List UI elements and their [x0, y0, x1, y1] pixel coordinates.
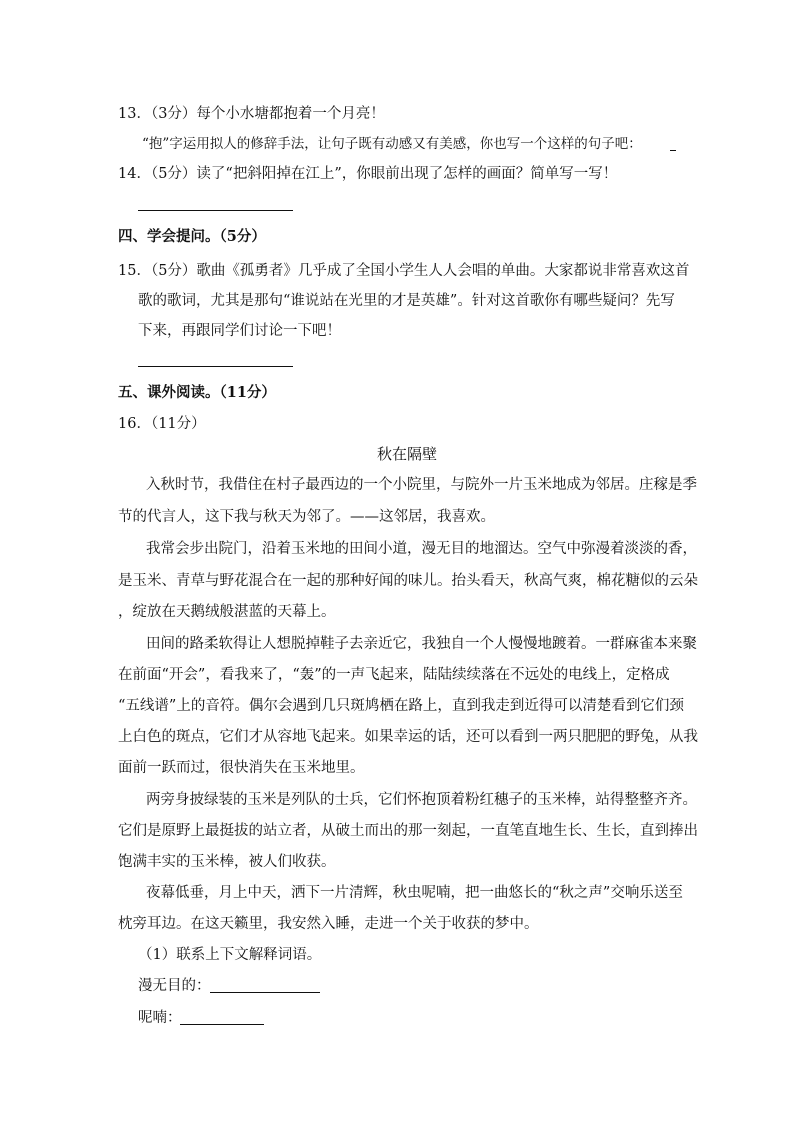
- section4-heading: 四、学会提问。（5分）: [118, 228, 266, 245]
- section5-heading: 五、课外阅读。（11分）: [118, 384, 276, 401]
- q13-answer-blank[interactable]: [670, 150, 676, 151]
- q14-line1: 14．（5分）读了“把斜阳掉在江上”，你眼前出现了怎样的画面？简单写一写！: [118, 166, 618, 182]
- passage-line: 枕旁耳边。在这天籁里，我安然入睡，走进一个关于收获的梦中。: [118, 916, 539, 932]
- word1-answer-blank[interactable]: [210, 992, 320, 993]
- passage-title: 秋在隔壁: [377, 445, 438, 463]
- passage-line: 田间的路柔软得让人想脱掉鞋子去亲近它，我独自一个人慢慢地踱着。一群麻雀本来聚: [146, 636, 697, 652]
- passage-line: 在前面“开会”，看我来了，“轰”的一声飞起来，陆陆续续落在不远处的电线上，定格成: [118, 667, 670, 683]
- sub-question-1: （1）联系上下文解释词语。: [138, 947, 322, 963]
- passage-line: “五线谱”上的音符。偶尔会遇到几只斑鸠栖在路上，直到我走到近得可以清楚看到它们颈: [118, 698, 684, 714]
- q15-answer-blank[interactable]: [138, 366, 293, 367]
- passage-line: 夜幕低垂，月上中天，洒下一片清辉，秋虫呢喃，把一曲悠长的“秋之声”交响乐送至: [146, 885, 683, 901]
- q14-answer-blank[interactable]: [138, 210, 293, 211]
- word1-label: 漫无目的：: [138, 978, 211, 994]
- q15-line2: 歌的歌词，尤其是那句“谁说站在光里的才是英雄”。针对这首歌你有哪些疑问？先写: [138, 293, 675, 309]
- passage-line: ，绽放在天鹅绒般湛蓝的天幕上。: [118, 604, 336, 620]
- passage-line: 两旁身披绿装的玉米是列队的士兵，它们怀抱顶着粉红穗子的玉米棒，站得整整齐齐。: [146, 792, 697, 808]
- q15-line3: 下来，再跟同学们讨论一下吧！: [138, 323, 341, 339]
- word2-answer-blank[interactable]: [180, 1024, 264, 1025]
- q13-line1: 13．（3分）每个小水塘都抱着一个月亮！: [118, 106, 385, 122]
- q16-label: 16．（11分）: [118, 416, 206, 432]
- q13-line2: “抱”字运用拟人的修辞手法，让句子既有动感又有美感，你也写一个这样的句子吧：: [142, 136, 642, 152]
- word2-label: 呢喃：: [138, 1010, 182, 1026]
- passage-line: 饱满丰实的玉米棒，被人们收获。: [118, 854, 336, 870]
- passage-line: 面前一跃而过，很快消失在玉米地里。: [118, 760, 365, 776]
- passage-line: 是玉米、青草与野花混合在一起的那种好闻的味儿。抬头看天，秋高气爽，棉花糖似的云朵: [118, 573, 698, 589]
- q15-line1: 15．（5分）歌曲《孤勇者》几乎成了全国小学生人人会唱的单曲。大家都说非常喜欢这首: [118, 263, 690, 279]
- passage-line: 上白色的斑点，它们才从容地飞起来。如果幸运的话，还可以看到一两只肥肥的野兔，从我: [118, 729, 698, 745]
- passage-line: 它们是原野上最挺拔的站立者，从破土而出的那一刻起，一直笔直地生长、生长，直到捧出: [118, 823, 698, 839]
- passage-line: 我常会步出院门，沿着玉米地的田间小道，漫无目的地溜达。空气中弥漫着淡淡的香，: [146, 541, 697, 557]
- passage-line: 节的代言人，这下我与秋天为邻了。——这邻居，我喜欢。: [118, 509, 495, 525]
- passage-line: 入秋时节，我借住在村子最西边的一个小院里，与院外一片玉米地成为邻居。庄稼是季: [146, 477, 697, 493]
